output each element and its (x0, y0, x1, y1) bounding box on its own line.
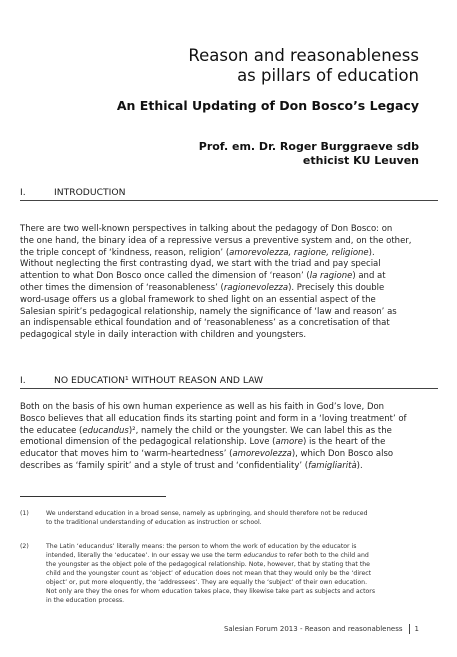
paragraph-line: the one hand, the binary idea of a repressive versus a preventive system and, on the other, (20, 235, 412, 246)
section-number: I. (20, 187, 26, 198)
section-title: NO EDUCATION¹ WITHOUT REASON AND LAW (54, 375, 264, 386)
footer-divider (409, 624, 410, 634)
footnote-line: object’ or, put more eloquently, the ‘addressees’. They are equally the ‘subject’ of their own education. (46, 579, 368, 586)
paragraph-line: educator that moves him to ‘warm-heartedness’ (amorevolezza), which Don Bosco also (20, 449, 394, 460)
paragraph-line: There are two well-known perspectives in talking about the pedagogy of Don Bosco: on (20, 224, 393, 234)
footnote-number: (1) (20, 510, 29, 517)
document-title (188, 46, 419, 86)
footnote-line: Not only are they the ones for whom education takes place, they likewise take part as subjects and actors (46, 588, 376, 595)
footnote-separator (20, 496, 166, 497)
page-footer (224, 624, 419, 634)
section-heading-introduction (20, 187, 438, 201)
paragraph-line: the educatee (educandus)², namely the child or the youngster. We can label this as the (20, 425, 392, 436)
paragraph-line: Without neglecting the first contrasting dyad, we start with the triad and pay special (20, 259, 381, 270)
footnote-number: (2) (20, 543, 29, 550)
section-number: I. (20, 375, 26, 386)
footnote-line: intended, literally the ‘educatee’. In our essay we use the term educandus to refer both to the child and (46, 552, 369, 559)
footnote-line: child and the youngster count as ‘object’ of education does not mean that they would only be the ‘direct (46, 570, 372, 577)
paragraph-line: the triple concept of ‘kindness, reason, religion’ (amorevolezza, ragione, religione). (20, 247, 375, 258)
paragraph-line: attention to what Don Bosco once called the dimension of ‘reason’ (la ragione) and at (20, 271, 386, 282)
page-number: 1 (414, 625, 419, 633)
footnote-body (46, 542, 440, 605)
section-heading-no-education (20, 375, 438, 389)
paragraph-introduction (20, 224, 440, 342)
author-affiliation: ethicist KU Leuven (302, 154, 419, 167)
title-line-2: as pillars of education (237, 66, 419, 85)
paragraph-line: emotional dimension of the pedagogical relationship. Love (amore) is the heart of the (20, 437, 386, 448)
footnote-line: in the education process. (46, 597, 125, 604)
document-subtitle: An Ethical Updating of Don Bosco’s Legacy (116, 98, 419, 113)
author-block (199, 140, 419, 168)
footnote-line: the youngster as the object pole of the pedagogical relationship. Note, however, that by stating that the (46, 561, 370, 568)
footer-running-title: Salesian Forum 2013 - Reason and reasonableness (223, 625, 403, 633)
footnote-line: to the traditional understanding of education as instruction or school. (46, 519, 262, 526)
paragraph-line: word-usage offers us a global framework to shed light on an essential aspect of the (20, 294, 376, 305)
paragraph-line: describes as ‘family spirit’ and a style of trust and ‘confidentiality’ (famigliarità). (20, 460, 363, 471)
title-line-1: Reason and reasonableness (188, 46, 419, 65)
paragraph-line: Salesian spirit’s pedagogical relationship, namely the significance of ‘law and reason’ as (20, 306, 397, 317)
paragraph-line: an indispensable ethical foundation and of ‘reasonableness’ as a concretisation of that (20, 318, 390, 329)
paragraph-no-education (20, 402, 440, 473)
footnote-body (46, 509, 440, 527)
footnote-2 (20, 542, 440, 607)
paragraph-line: pedagogical style in daily interaction with children and youngsters. (20, 330, 307, 341)
footnote-1 (20, 509, 440, 529)
author-name: Prof. em. Dr. Roger Burggraeve sdb (198, 140, 419, 153)
paragraph-line: Both on the basis of his own human experience as well as his faith in God’s love, Don (20, 402, 385, 412)
section-title: INTRODUCTION (54, 187, 126, 198)
footnote-line: The Latin ‘educandus’ literally means: the person to whom the work of education by the educator is (46, 543, 357, 550)
footnote-line: We understand education in a broad sense, namely as upbringing, and should therefore not be reduced (46, 510, 368, 517)
paragraph-line: other times the dimension of ‘reasonableness’ (ragionevolezza). Precisely this double (20, 282, 385, 293)
paragraph-line: Bosco believes that all education finds its starting point and form in a ‘loving treatment’ of (20, 413, 407, 424)
